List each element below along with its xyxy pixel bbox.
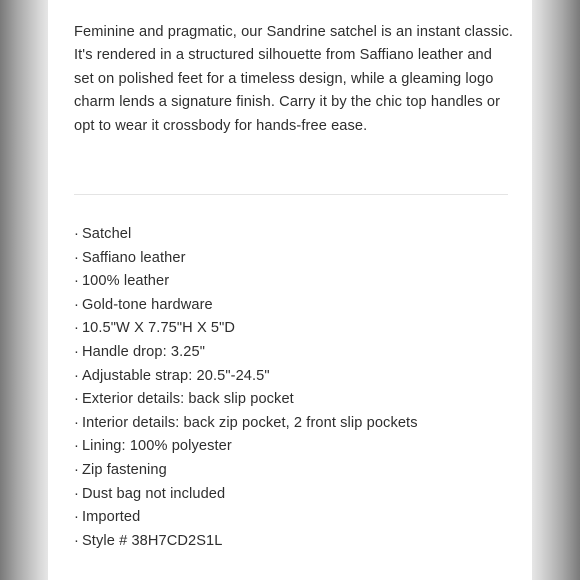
product-description-card (48, 0, 532, 580)
detail-text: Saffiano leather (81, 249, 186, 266)
detail-text: Zip fastening (81, 461, 167, 478)
detail-text: Dust bag not included (81, 485, 226, 502)
bullet-icon: · (74, 461, 79, 478)
detail-text: Adjustable strap: 20.5"-24.5" (81, 367, 270, 384)
bullet-icon: · (74, 320, 79, 337)
detail-text: Handle drop: 3.25" (81, 343, 205, 360)
detail-item (74, 412, 418, 436)
bullet-icon: · (74, 509, 79, 526)
detail-text: 10.5"W X 7.75"H X 5"D (81, 320, 236, 337)
bullet-icon: · (74, 532, 79, 549)
bullet-icon: · (74, 273, 79, 290)
detail-item (74, 294, 418, 318)
product-description: Feminine and pragmatic, our Sandrine satchel is an instant classic. It's rendered in a structured silhouette from Saffiano leather and set on polished feet for a timeless design, while a gleaming logo charm lends a signature finish. Carry it by the chic top handles or opt to wear it crossbody for hands-free ease. (74, 24, 514, 134)
detail-item (74, 247, 418, 271)
detail-item (74, 341, 418, 365)
bullet-icon: · (74, 343, 79, 360)
detail-item (74, 388, 418, 412)
detail-item (74, 459, 418, 483)
bullet-icon: · (74, 391, 79, 408)
detail-item (74, 435, 418, 459)
detail-text: Imported (81, 509, 141, 526)
detail-item (74, 223, 418, 247)
bullet-icon: · (74, 249, 79, 266)
bullet-icon: · (74, 296, 79, 313)
detail-item (74, 317, 418, 341)
bullet-icon: · (74, 438, 79, 455)
bullet-icon: · (74, 367, 79, 384)
detail-item (74, 365, 418, 389)
detail-text: Gold-tone hardware (81, 296, 213, 313)
bullet-icon: · (74, 414, 79, 431)
detail-item (74, 506, 418, 530)
detail-item (74, 483, 418, 507)
detail-text: 100% leather (81, 273, 170, 290)
detail-item (74, 530, 418, 554)
detail-text: Satchel (81, 226, 132, 242)
detail-text: Exterior details: back slip pocket (81, 391, 294, 408)
detail-item (74, 270, 418, 294)
bullet-icon: · (74, 485, 79, 502)
product-details-list (74, 223, 418, 553)
detail-text: Style # 38H7CD2S1L (81, 532, 223, 549)
bullet-icon: · (74, 226, 79, 242)
detail-text: Interior details: back zip pocket, 2 front slip pockets (81, 414, 418, 431)
detail-text: Lining: 100% polyester (81, 438, 232, 455)
section-divider (74, 194, 508, 195)
